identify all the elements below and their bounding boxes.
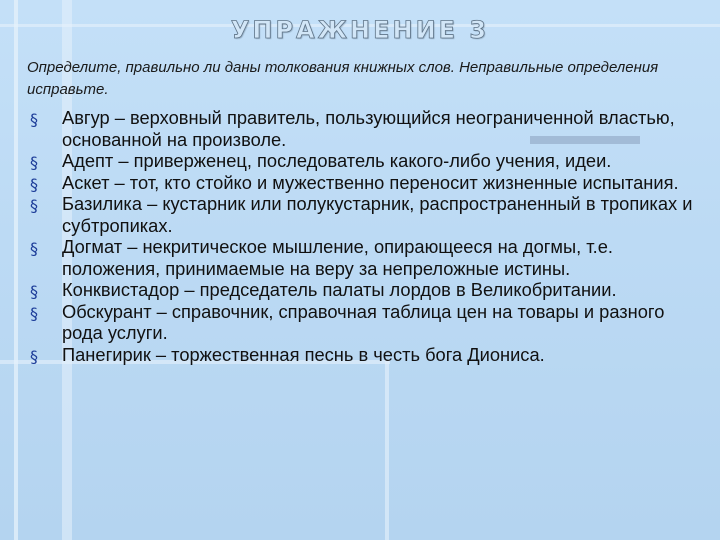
bullet-icon: § — [30, 110, 38, 129]
list-item — [30, 107, 695, 150]
list-item-text: Адепт – приверженец, последователь какого-либо учения, идеи. — [62, 150, 612, 171]
slide-title: УПРАЖНЕНИЕ 3 — [230, 16, 490, 44]
bullet-icon: § — [30, 196, 38, 215]
bullet-icon: § — [30, 153, 38, 172]
list-item — [30, 236, 695, 279]
decor-vertical-line — [14, 0, 18, 540]
list-item-text: Конквистадор – председатель палаты лордов в Великобритании. — [62, 279, 617, 300]
list-item-text: Аскет – тот, кто стойко и мужественно переносит жизненные испытания. — [62, 171, 679, 193]
list-item-text: Обскурант – справочник, справочная таблица цен на товары и разного рода услуги. — [62, 300, 665, 343]
term-list — [30, 107, 695, 365]
list-item — [30, 279, 695, 301]
list-item — [30, 344, 695, 366]
list-item-text: Панегирик – торжественная песнь в честь бога Диониса. — [62, 343, 545, 365]
bullet-icon: § — [30, 346, 38, 366]
bullet-icon: § — [30, 174, 38, 194]
list-item — [30, 301, 695, 344]
list-item — [30, 150, 695, 172]
bullet-icon: § — [30, 303, 38, 323]
list-item — [30, 193, 695, 236]
list-item-text: Догмат – некритическое мышление, опирающееся на догмы, т.е. положения, принимаемые на веру за непреложные истины. — [62, 236, 613, 279]
bullet-icon: § — [30, 239, 38, 258]
decor-vertical-line — [385, 360, 389, 540]
list-item-text: Базилика – кустарник или полукустарник, распространенный в тропиках и субтропиках. — [62, 193, 693, 236]
list-item-text: Авгур – верховный правитель, пользующийся неограниченной властью, основанной на произволе. — [62, 107, 675, 150]
bullet-icon: § — [30, 282, 38, 301]
list-item — [30, 172, 695, 194]
instruction-text: Определите, правильно ли даны толкования книжных слов. Неправильные определения исправьте. — [27, 59, 659, 98]
